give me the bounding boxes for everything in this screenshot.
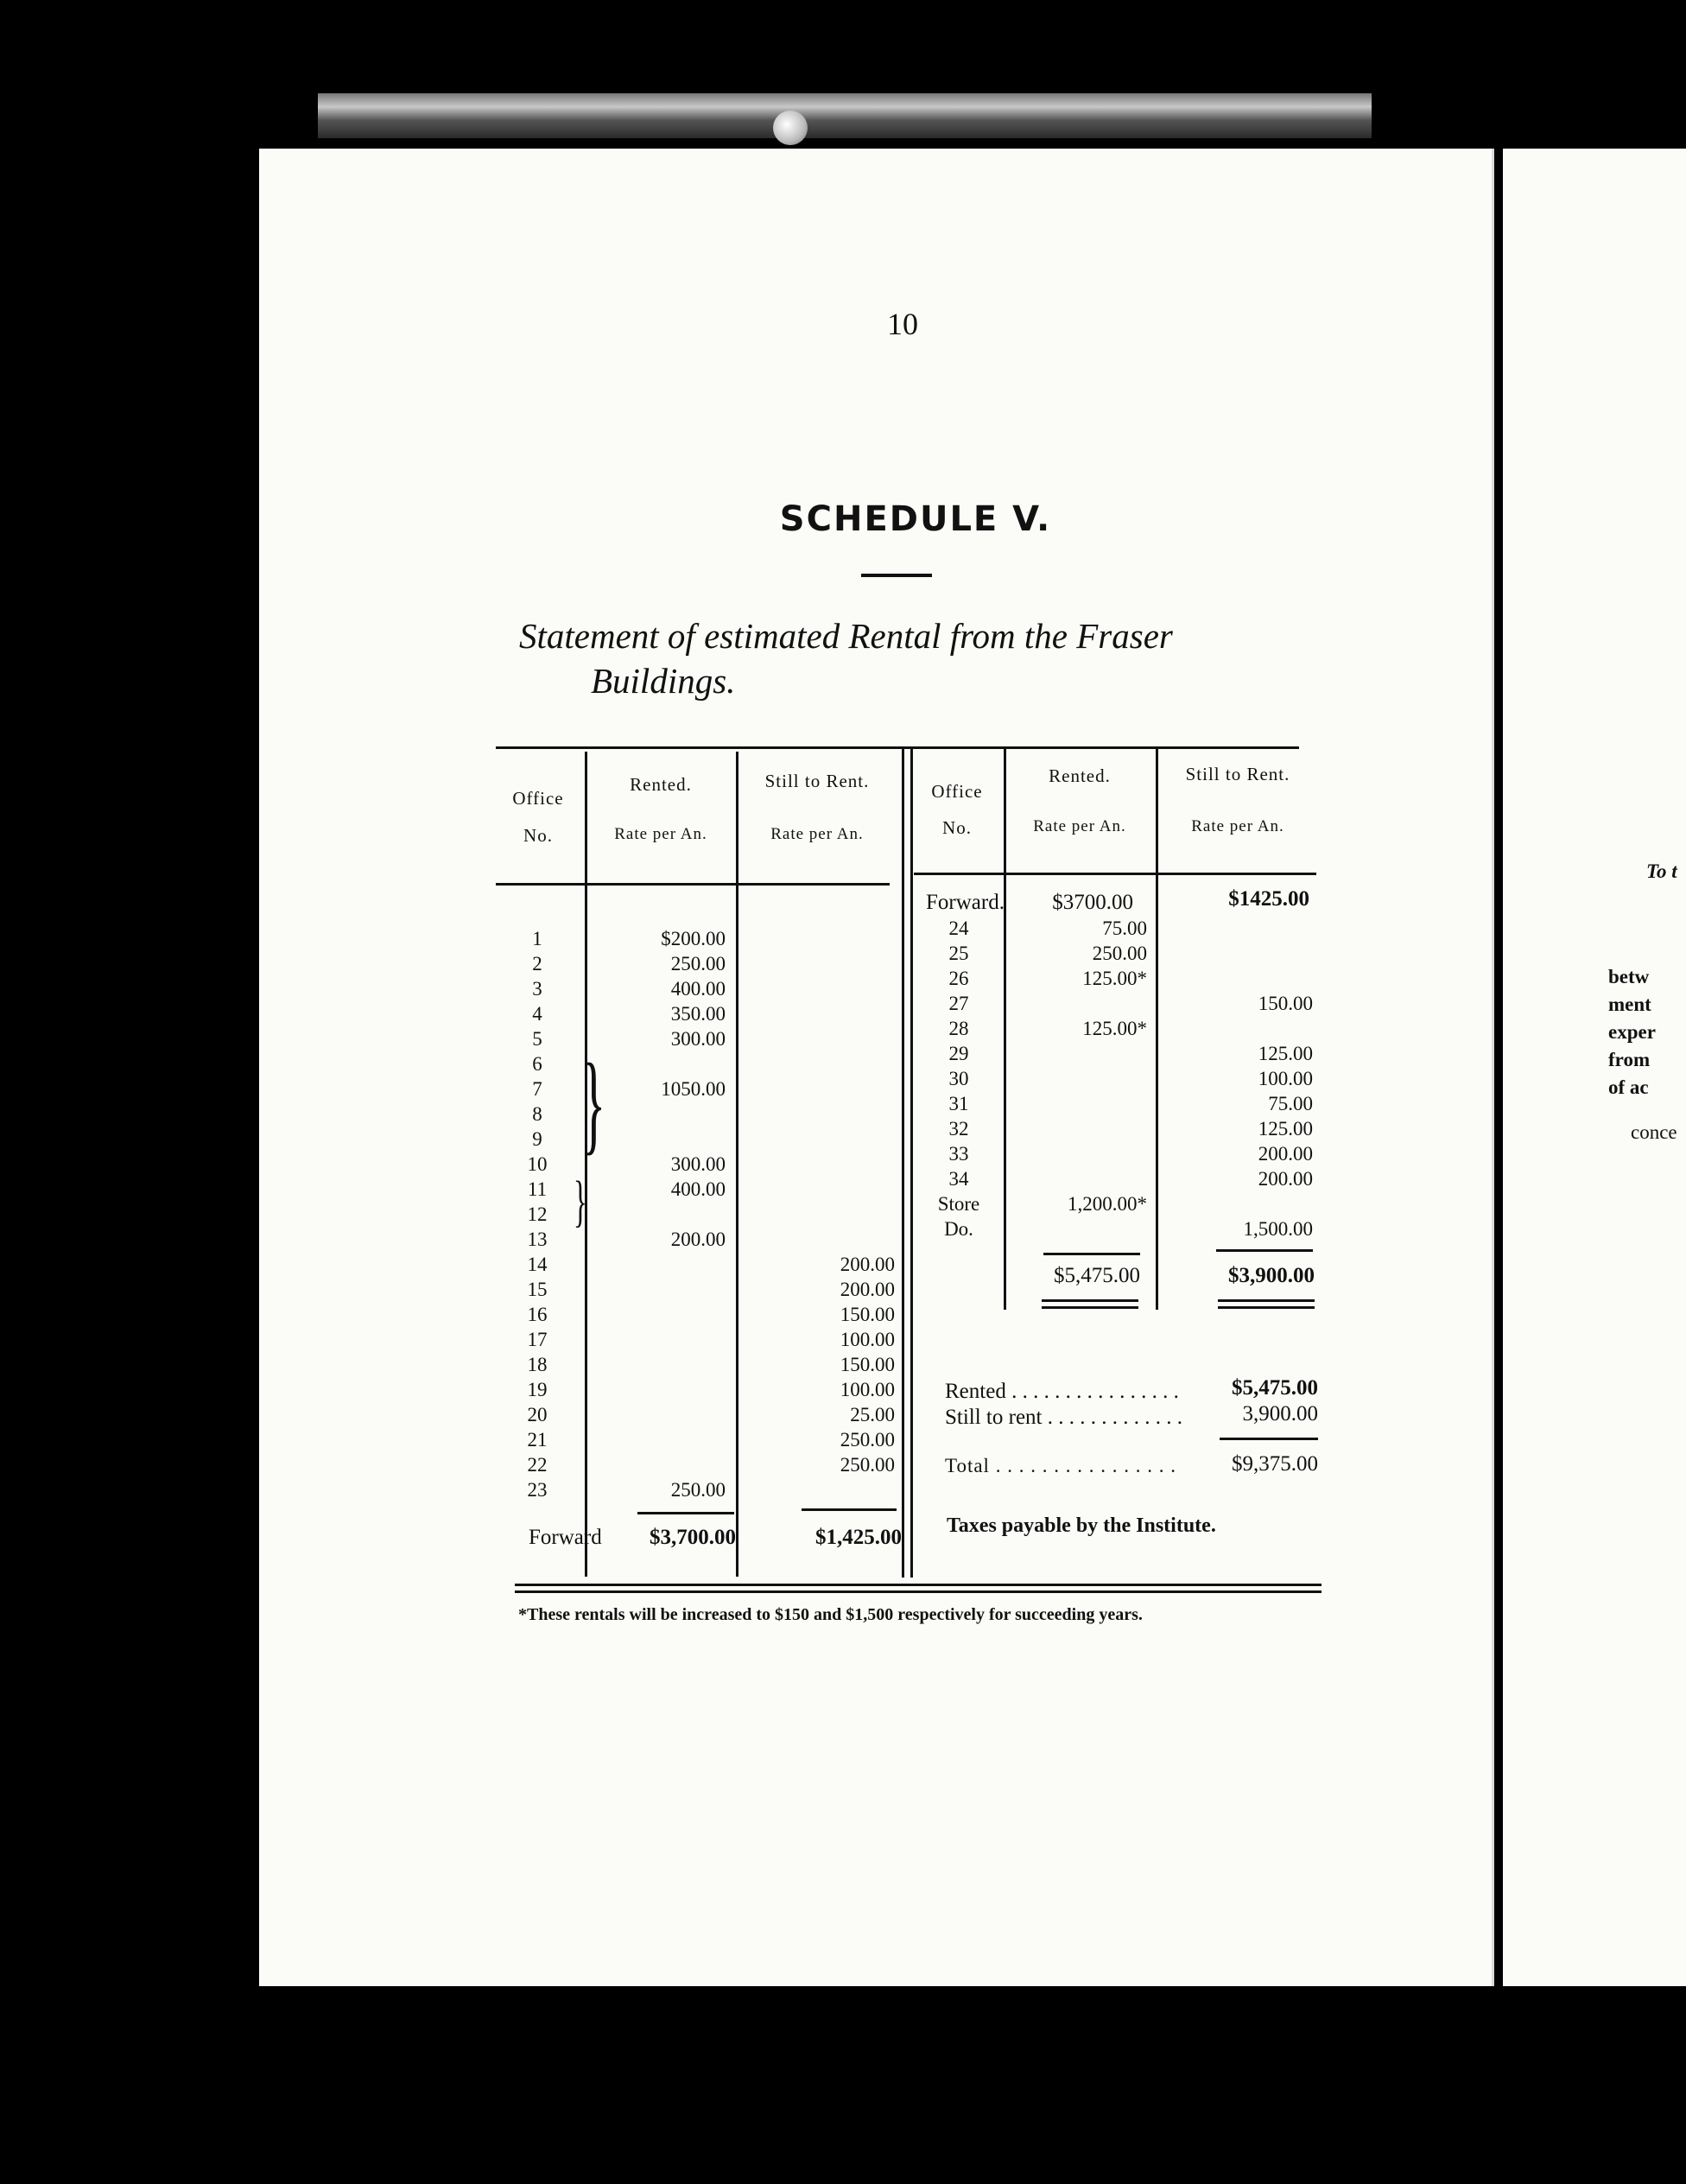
rented-rate: 1050.00	[661, 1078, 726, 1100]
table-row	[518, 1277, 907, 1302]
table-row	[518, 1302, 907, 1327]
office-number: 5	[532, 1028, 542, 1050]
summary-rented-value: $5,475.00	[1232, 1376, 1318, 1400]
rented-rate: 350.00	[670, 1003, 726, 1025]
table-row	[518, 1051, 907, 1076]
still-to-rent-rate: 100.00	[840, 1379, 895, 1400]
left-forward-rule-still	[802, 1508, 897, 1511]
office-number: Do.	[944, 1218, 973, 1240]
office-number: 2	[532, 953, 542, 975]
taxes-note: Taxes payable by the Institute.	[947, 1514, 1216, 1537]
office-number: 31	[948, 1093, 969, 1114]
statement-line-1: Statement of estimated Rental from the Fraser	[519, 616, 1173, 656]
summary-rented-label: Rented . . . . . . . . . . . . . . . .	[945, 1380, 1179, 1403]
still-to-rent-rate: 200.00	[840, 1254, 895, 1275]
still-to-rent-rate: 150.00	[840, 1354, 895, 1375]
office-number: 10	[527, 1153, 548, 1175]
table-row	[518, 1327, 907, 1352]
facing-fragment-7: conce	[1631, 1121, 1677, 1143]
rented-rate: 300.00	[670, 1153, 726, 1175]
summary-total-label: Total . . . . . . . . . . . . . . . .	[945, 1455, 1176, 1476]
summary-total-rule	[1220, 1438, 1318, 1440]
right-header-rented-rate: Rate per An.	[1033, 817, 1126, 835]
office-number: 3	[532, 978, 542, 1000]
table-row	[916, 941, 1322, 966]
still-to-rent-rate: 150.00	[1258, 993, 1313, 1014]
rented-rate: 125.00*	[1082, 968, 1147, 989]
left-forward-label: Forward	[529, 1526, 602, 1549]
still-to-rent-rate: 200.00	[1258, 1143, 1313, 1165]
office-number: 20	[527, 1404, 548, 1425]
right-forward-rented: $3700.00	[1052, 891, 1133, 914]
table-row	[916, 1191, 1322, 1216]
page-number: 10	[887, 307, 918, 341]
table-row	[518, 1102, 907, 1127]
footnote: *These rentals will be increased to $150 and $1,500 respectively for succeeding years.	[518, 1605, 1143, 1624]
right-total-double-rule-rented-2	[1042, 1306, 1138, 1309]
right-header-still: Still to Rent.	[1185, 764, 1290, 784]
office-number: 4	[532, 1003, 542, 1025]
rented-rate: 300.00	[670, 1028, 726, 1050]
table-row	[916, 1116, 1322, 1141]
right-header-still-rate: Rate per An.	[1191, 817, 1284, 835]
office-number: 16	[527, 1304, 548, 1325]
title-rule	[861, 574, 932, 577]
table-row	[916, 916, 1322, 941]
table-row	[518, 1352, 907, 1377]
rented-rate: 250.00	[1092, 943, 1147, 964]
table-row	[518, 1402, 907, 1427]
office-number: 18	[527, 1354, 548, 1375]
schedule-title: SCHEDULE V.	[779, 499, 1052, 539]
right-forward-still: $1425.00	[1228, 887, 1309, 911]
office-number: 7	[532, 1078, 542, 1100]
office-number: 24	[948, 917, 969, 939]
binder-edge	[318, 93, 1372, 138]
facing-page	[1503, 149, 1686, 1986]
table-top-rule	[496, 746, 1299, 749]
office-number: 14	[527, 1254, 548, 1275]
rented-rate: 200.00	[670, 1228, 726, 1250]
facing-fragment-1: To t	[1646, 860, 1677, 882]
still-to-rent-rate: 75.00	[1268, 1093, 1313, 1114]
right-total-double-rule-still-1	[1218, 1299, 1315, 1302]
right-header-rented: Rented.	[1049, 765, 1111, 786]
rented-rate: 400.00	[670, 1178, 726, 1200]
right-header-rule	[914, 873, 1316, 875]
office-number: 11	[527, 1178, 548, 1200]
table-row	[518, 1026, 907, 1051]
statement-line-2: Buildings.	[591, 661, 736, 701]
table-row	[518, 1076, 907, 1102]
left-header-no: No.	[523, 825, 553, 846]
table-row	[518, 1427, 907, 1452]
still-to-rent-rate: 150.00	[840, 1304, 895, 1325]
office-number: 23	[527, 1479, 548, 1501]
rented-rate: 1,200.00*	[1068, 1193, 1147, 1215]
table-row	[518, 926, 907, 951]
left-header-office: Office	[512, 788, 564, 809]
still-to-rent-rate: 100.00	[1258, 1068, 1313, 1089]
right-header-no: No.	[942, 817, 972, 838]
facing-fragment-4: exper	[1608, 1021, 1656, 1043]
office-number: 32	[948, 1118, 969, 1140]
facing-fragment-2: betw	[1608, 966, 1650, 987]
table-row	[916, 1066, 1322, 1091]
facing-fragment-6: of ac	[1608, 1076, 1649, 1098]
left-forward-rented: $3,700.00	[650, 1526, 736, 1549]
office-number: 25	[948, 943, 969, 964]
office-number: 9	[532, 1128, 542, 1150]
left-header-rented: Rented.	[630, 774, 692, 795]
right-total-double-rule-still-2	[1218, 1306, 1315, 1309]
table-row	[916, 1016, 1322, 1041]
still-to-rent-rate: 100.00	[840, 1329, 895, 1350]
office-number: 29	[948, 1043, 969, 1064]
office-number: 17	[527, 1329, 548, 1350]
right-total-rule-still	[1216, 1249, 1313, 1252]
rented-rate: 125.00*	[1082, 1018, 1147, 1039]
rented-rate: 75.00	[1102, 917, 1147, 939]
office-number: 13	[527, 1228, 548, 1250]
office-number: 6	[532, 1053, 542, 1075]
still-to-rent-rate: 250.00	[840, 1454, 895, 1476]
office-number: 8	[532, 1103, 542, 1125]
office-number: 34	[948, 1168, 969, 1190]
left-header-still: Still to Rent.	[764, 771, 870, 791]
office-number: Store	[937, 1193, 980, 1215]
table-row	[916, 1091, 1322, 1116]
still-to-rent-rate: 200.00	[840, 1279, 895, 1300]
right-forward-label: Forward.	[926, 891, 1005, 914]
right-header-office: Office	[931, 781, 983, 802]
still-to-rent-rate: 125.00	[1258, 1043, 1313, 1064]
office-number: 19	[527, 1379, 548, 1400]
rented-rate: $200.00	[661, 928, 726, 949]
office-number: 21	[527, 1429, 548, 1451]
left-header-rule	[496, 883, 890, 886]
office-number: 30	[948, 1068, 969, 1089]
facing-fragment-3: ment	[1608, 994, 1651, 1015]
left-forward-rule-rented	[637, 1512, 734, 1514]
still-to-rent-rate: 125.00	[1258, 1118, 1313, 1140]
right-total-double-rule-rented-1	[1042, 1299, 1138, 1302]
table-row	[518, 1127, 907, 1152]
table-bottom-rule-2	[515, 1590, 1322, 1593]
right-total-rule-rented	[1043, 1253, 1140, 1255]
still-to-rent-rate: 1,500.00	[1243, 1218, 1313, 1240]
summary-still-value: 3,900.00	[1242, 1402, 1318, 1425]
binder-clip	[773, 111, 808, 145]
still-to-rent-rate: 25.00	[850, 1404, 895, 1425]
brace-6-9: }	[581, 1041, 606, 1165]
table-row	[518, 951, 907, 976]
left-forward-still: $1,425.00	[815, 1526, 902, 1549]
brace-11-12: }	[573, 1170, 587, 1233]
office-number: 1	[532, 928, 542, 949]
table-row	[916, 1141, 1322, 1166]
rented-rate: 250.00	[670, 1479, 726, 1501]
office-number: 33	[948, 1143, 969, 1165]
summary-total-value: $9,375.00	[1232, 1452, 1318, 1476]
office-number: 22	[527, 1454, 548, 1476]
table-bottom-rule-1	[515, 1584, 1322, 1586]
left-header-rented-rate: Rate per An.	[614, 825, 707, 843]
rented-rate: 250.00	[670, 953, 726, 975]
table-row	[518, 1477, 907, 1502]
left-header-still-rate: Rate per An.	[770, 825, 864, 843]
table-row	[916, 966, 1322, 991]
office-number: 26	[948, 968, 969, 989]
table-row	[518, 1001, 907, 1026]
table-row	[518, 1252, 907, 1277]
table-row	[518, 976, 907, 1001]
office-number: 28	[948, 1018, 969, 1039]
office-number: 12	[527, 1203, 548, 1225]
facing-fragment-5: from	[1608, 1049, 1651, 1070]
table-row	[916, 1216, 1322, 1241]
table-row	[916, 1166, 1322, 1191]
rented-rate: 400.00	[670, 978, 726, 1000]
right-total-still: $3,900.00	[1228, 1264, 1315, 1287]
still-to-rent-rate: 200.00	[1258, 1168, 1313, 1190]
table-row	[916, 1041, 1322, 1066]
table-row	[518, 1452, 907, 1477]
office-number: 27	[948, 993, 969, 1014]
summary-still-label: Still to rent . . . . . . . . . . . . .	[945, 1406, 1182, 1429]
table-row	[916, 991, 1322, 1016]
table-row	[518, 1377, 907, 1402]
center-divider-2	[910, 748, 913, 1578]
still-to-rent-rate: 250.00	[840, 1429, 895, 1451]
office-number: 15	[527, 1279, 548, 1300]
right-total-rented: $5,475.00	[1054, 1264, 1140, 1287]
